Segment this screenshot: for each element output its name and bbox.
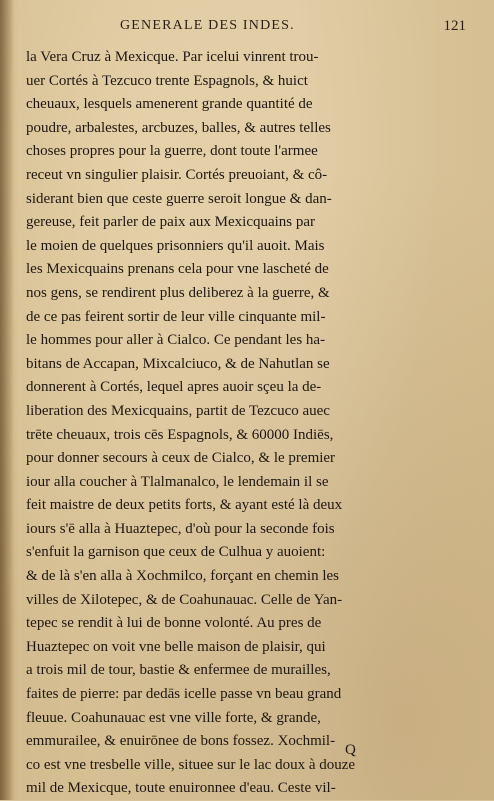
body-text bbox=[26, 46, 466, 801]
text-line: de ce pas feirent sortir de leur ville cinquante mil- bbox=[26, 308, 326, 325]
page-header bbox=[0, 4, 494, 38]
text-line: les Mexicquains prenans cela pour vne lascheté de bbox=[26, 261, 329, 278]
text-line: bitans de Accapan, Mixcalciuco, & de Nahutlan se bbox=[26, 355, 330, 372]
text-line: pour donner secours à ceux de Cialco, & le premier bbox=[26, 450, 336, 467]
text-line: co est vne tresbelle ville, situee sur le lac doux à douze bbox=[26, 756, 356, 773]
text-line: faites de pierre: par dedās icelle passe vn beau grand bbox=[26, 686, 342, 703]
running-head: GENERALE DES INDES. bbox=[120, 18, 295, 33]
text-line: mil de Mexicque, toute enuironnee d'eau. Ceste vil- bbox=[26, 780, 336, 797]
text-line: siderant bien que ceste guerre seroit longue & dan- bbox=[26, 190, 332, 207]
text-line: la Vera Cruz à Mexicque. Par icelui vinrent trou- bbox=[26, 49, 319, 65]
text-line: choses propres pour la guerre, dont toute l'armee bbox=[26, 143, 318, 160]
text-line: trēte cheuaux, trois cēs Espagnols, & 60000 Indiēs, bbox=[26, 426, 334, 443]
text-line: poudre, arbalestes, arcbuzes, balles, & autres telles bbox=[26, 119, 331, 136]
text-line: le hommes pour aller à Cialco. Ce pendant les ha- bbox=[26, 332, 326, 349]
text-line: le moien de quelques prisonniers qu'il auoit. Mais bbox=[26, 237, 325, 254]
text-line: emmurailee, & enuirōnee de bons fossez. Xochmil- bbox=[26, 733, 336, 750]
text-line: donnerent à Cortés, lequel apres auoir sçeu la de- bbox=[26, 379, 322, 396]
text-line: receut vn singulier plaisir. Cortés preuoiant, & cô- bbox=[26, 166, 328, 183]
text-line: Huaztepec on voit vne belle maison de plaisir, qui bbox=[26, 638, 326, 655]
text-line: liberation des Mexicquains, partit de Tezcuco auec bbox=[26, 402, 330, 419]
catchword: Q bbox=[345, 742, 356, 758]
text-line: s'enfuit la garnison que ceux de Culhua y auoient: bbox=[26, 544, 326, 561]
text-line: fleuue. Coahunauac est vne ville forte, & grande, bbox=[26, 709, 321, 726]
text-line: nos gens, se rendirent plus deliberez à la guerre, & bbox=[26, 284, 330, 301]
text-line: villes de Xilotepec, & de Coahunauac. Celle de Yan- bbox=[26, 591, 343, 608]
page-number: 121 bbox=[443, 18, 466, 34]
text-line: feit maistre de deux petits forts, & ayant esté là deux bbox=[26, 497, 343, 514]
text-line: uer Cortés à Tezcuco trente Espagnols, & huict bbox=[26, 72, 308, 89]
text-line: iour alla coucher à Tlalmanalco, le lendemain il se bbox=[26, 473, 329, 490]
text-line: gereuse, feit parler de paix aux Mexicquains par bbox=[26, 214, 316, 231]
text-line: cheuaux, lesquels amenerent grande quantité de bbox=[26, 96, 313, 113]
text-line: & de là s'en alla à Xochmilco, forçant en chemin les bbox=[26, 568, 340, 585]
text-line: iours s'ē alla à Huaztepec, d'où pour la seconde fois bbox=[26, 520, 335, 537]
text-line: a trois mil de tour, bastie & enfermee de murailles, bbox=[26, 662, 331, 679]
text-line: tepec se rendit à lui de bonne volonté. Au pres de bbox=[26, 615, 322, 632]
